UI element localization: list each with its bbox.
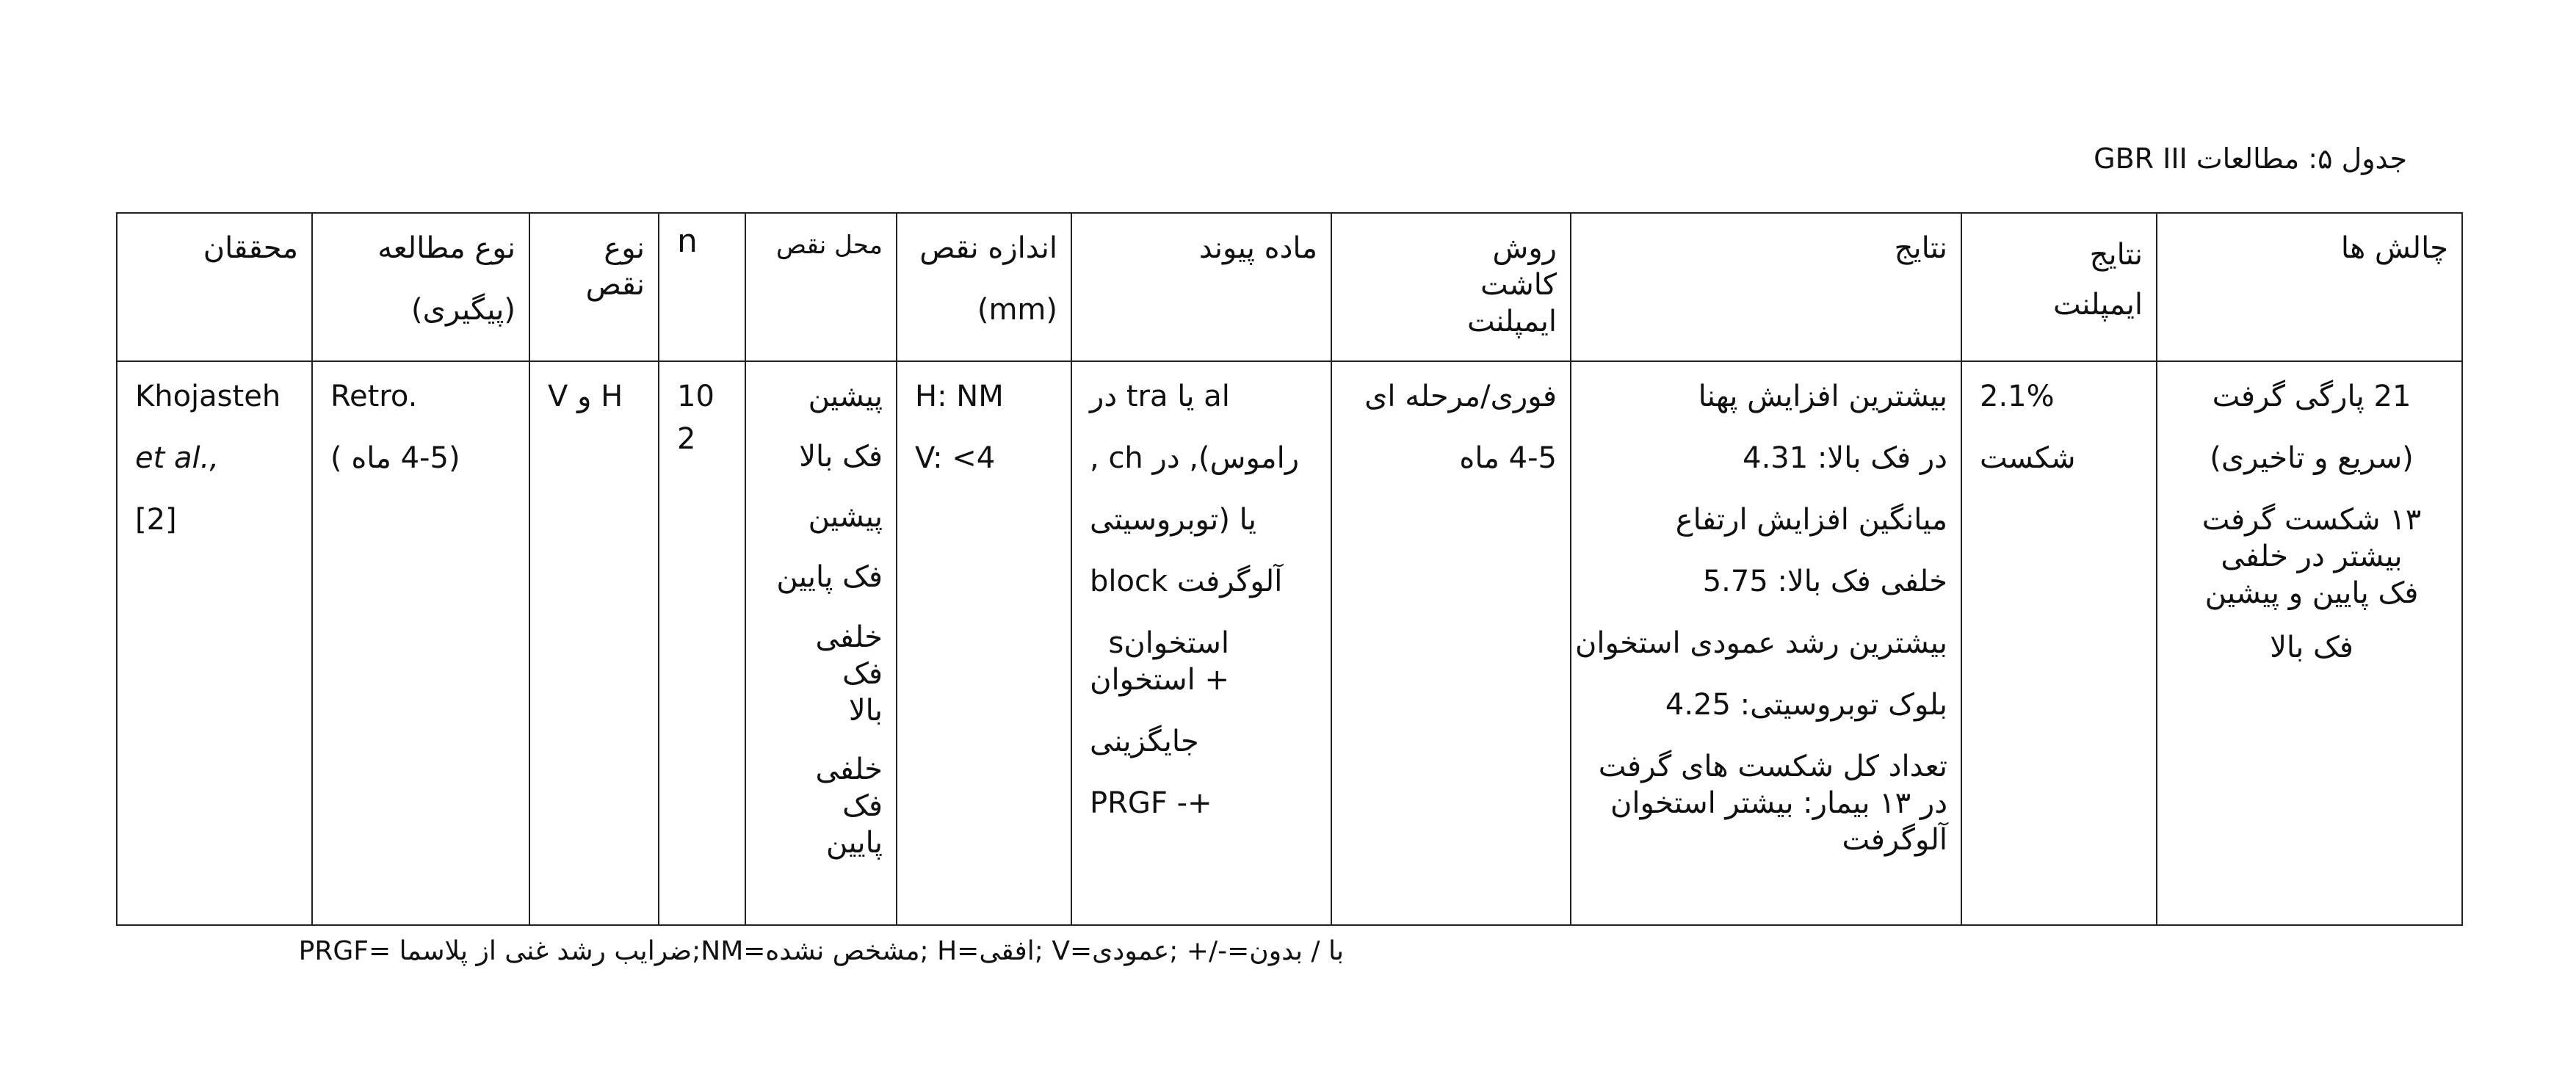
header-graft-material [1071, 213, 1331, 361]
graft-line-5: استخوانs + استخوان [1090, 626, 1229, 697]
implant-method-value: فوری/مرحله ای [1364, 380, 1557, 413]
header-defect-location [745, 213, 897, 361]
header-row [117, 213, 2462, 361]
result-line-4: خلفی فک بالا: 5.75 [1702, 565, 1947, 598]
header-n-label: n [677, 222, 698, 260]
cell-defect-type [529, 361, 659, 925]
result-line-7: تعداد کل شکست های گرفت در ۱۳ بیمار: بیشتر استخوان آلوگرفت [1598, 750, 1947, 857]
header-study-type [312, 213, 529, 361]
header-graft-material-label: ماده پیوند [1198, 231, 1317, 265]
header-n [659, 213, 745, 361]
header-results-label: نتایج [1894, 231, 1947, 265]
table-caption: جدول ۵: مطالعات GBR III [2094, 142, 2407, 175]
header-researcher-label: محققان [203, 231, 298, 265]
cell-challenges [2157, 361, 2462, 925]
result-line-2: در فک بالا: 4.31 [1743, 441, 1947, 475]
header-defect-size [897, 213, 1071, 361]
researcher-etal: et al., [135, 441, 220, 475]
header-defect-size-unit: (mm) [977, 293, 1057, 327]
cell-graft-material [1071, 361, 1331, 925]
study-type-value: Retro. [330, 380, 418, 413]
result-line-3: میانگین افزایش ارتفاع [1675, 503, 1947, 537]
implant-failure-label: شکست [1980, 441, 2076, 475]
header-researcher [117, 213, 312, 361]
graft-line-1: al یا tra در [1090, 380, 1230, 413]
location-posterior-maxilla: خلفی فک بالا [815, 620, 883, 728]
cell-study-type [312, 361, 529, 925]
header-defect-type [529, 213, 659, 361]
header-defect-location-label: محل نقص [775, 231, 883, 260]
challenge-line-4: فک بالا [2270, 631, 2354, 664]
header-defect-type-label: نوع نقص [585, 231, 645, 302]
header-implant-results-label: نتایج ایمپلنت [2052, 238, 2143, 322]
cell-implant-method [1331, 361, 1571, 925]
graft-line-6: جایگزینی [1090, 725, 1199, 758]
result-line-6: بلوک توبروسیتی: 4.25 [1665, 688, 1947, 722]
table-footnote: با / بدون=-/+ ;عمودی=V ;افقی=H ;مشخص نشده=NM;ضرایب رشد غنی از پلاسما =PRGF [298, 936, 1344, 966]
researcher-name: Khojasteh [135, 380, 281, 413]
table-row [117, 361, 2462, 925]
header-challenges [2157, 213, 2462, 361]
graft-line-3: یا (توبروسیتی [1090, 503, 1256, 537]
header-study-type-label: نوع مطالعه [377, 231, 515, 265]
header-results [1571, 213, 1961, 361]
cell-implant-results [1961, 361, 2157, 925]
result-line-5: بیشترین رشد عمودی استخوان [1574, 626, 1947, 660]
defect-type-value: H و V [548, 380, 623, 413]
location-anterior-2: پیشین [808, 500, 883, 534]
header-challenges-label: چالش ها [2340, 231, 2448, 265]
study-type-followup: (4-5 ماه ) [330, 441, 460, 475]
location-anterior-1: پیشین [808, 380, 883, 413]
header-implant-results [1961, 213, 2157, 361]
header-defect-size-label: اندازه نقص [919, 231, 1057, 265]
researcher-ref: [2] [135, 503, 177, 537]
header-implant-method [1331, 213, 1571, 361]
cell-defect-location [745, 361, 897, 925]
graft-line-7: +- PRGF [1090, 786, 1212, 820]
graft-line-4: آلوگرفت block [1090, 565, 1283, 598]
cell-results [1571, 361, 1961, 925]
n-value-line1: 10 [677, 380, 714, 413]
defect-size-v: V: <4 [915, 441, 996, 475]
location-maxilla-1: فک بالا [799, 440, 883, 474]
challenge-line-3: ۱۳ شکست گرفت بیشتر در خلفی فک پایین و پیشین [2201, 503, 2422, 610]
cell-n [659, 361, 745, 925]
n-value-line2: 2 [677, 422, 696, 456]
location-posterior-mandible: خلفی فک پایین [815, 753, 883, 860]
header-implant-method-label: روش کاشت ایمپلنت [1466, 231, 1557, 338]
defect-size-h: H: NM [915, 380, 1004, 413]
cell-defect-size [897, 361, 1071, 925]
challenge-line-2: (سریع و تاخیری) [2210, 441, 2414, 475]
challenge-line-1: 21 پارگی گرفت [2212, 380, 2412, 413]
location-mandible-1: فک پایین [776, 560, 883, 594]
implant-failure-rate: 2.1% [1980, 380, 2055, 413]
graft-line-2: راموس), در ch , [1090, 441, 1300, 475]
cell-researcher [117, 361, 312, 925]
result-line-1: بیشترین افزایش پهنا [1698, 380, 1947, 413]
implant-method-time: 4-5 ماه [1459, 441, 1557, 475]
gbr-study-table [116, 212, 2463, 926]
header-study-type-sub: (پیگیری) [411, 293, 515, 327]
